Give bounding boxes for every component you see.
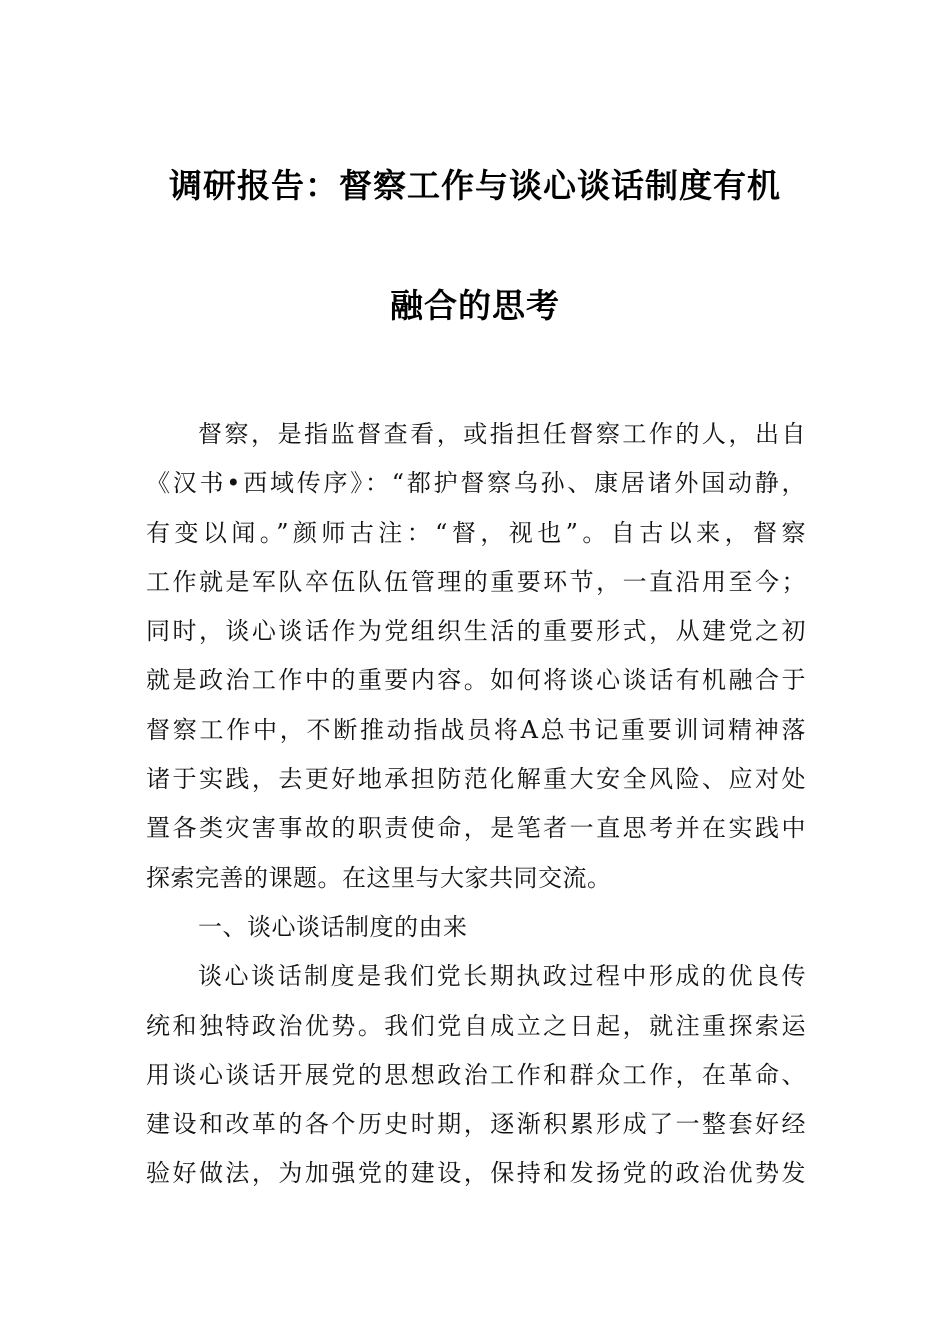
body-line-2: 《汉书•西域传序》：“都护督察乌孙、康居诸外国动静， xyxy=(146,469,806,498)
body-line-13: 统和独特政治优势。我们党自成立之日起，就注重探索运 xyxy=(146,1011,806,1040)
body-line-7: 督察工作中，不断推动指战员将A总书记重要训词精神落 xyxy=(146,715,806,744)
body-line-15: 建设和改革的各个历史时期，逐渐积累形成了一整套好经 xyxy=(146,1110,806,1139)
body-line-9: 置各类灾害事故的职责使命，是笔者一直思考并在实践中 xyxy=(146,814,806,843)
body-line-16: 验好做法，为加强党的建设，保持和发扬党的政治优势发 xyxy=(146,1159,806,1188)
body-line-4: 工作就是军队卒伍队伍管理的重要环节，一直沿用至今； xyxy=(146,567,806,596)
document-title-line-1: 调研报告：督察工作与谈心谈话制度有机 xyxy=(169,166,781,205)
body-line-12: 谈心谈话制度是我们党长期执政过程中形成的优良传 xyxy=(198,962,806,991)
body-line-6: 就是政治工作中的重要内容。如何将谈心谈话有机融合于 xyxy=(146,666,806,695)
section-heading: 一、谈心谈话制度的由来 xyxy=(198,912,468,941)
body-line-1: 督察，是指监督查看，或指担任督察工作的人，出自 xyxy=(198,420,806,448)
body-line-14: 用谈心谈话开展党的思想政治工作和群众工作，在革命、 xyxy=(146,1060,806,1089)
document-body xyxy=(146,410,806,1199)
body-line-8: 诸于实践，去更好地承担防范化解重大安全风险、应对处 xyxy=(146,765,806,794)
body-line-3: 有变以闻。”颜师古注：“督，视也”。自古以来，督察 xyxy=(146,518,806,547)
document-title-line-2: 融合的思考 xyxy=(390,286,560,325)
body-line-10: 探索完善的课题。在这里与大家共同交流。 xyxy=(146,863,612,892)
body-line-5: 同时，谈心谈话作为党组织生活的重要形式，从建党之初 xyxy=(146,617,806,646)
